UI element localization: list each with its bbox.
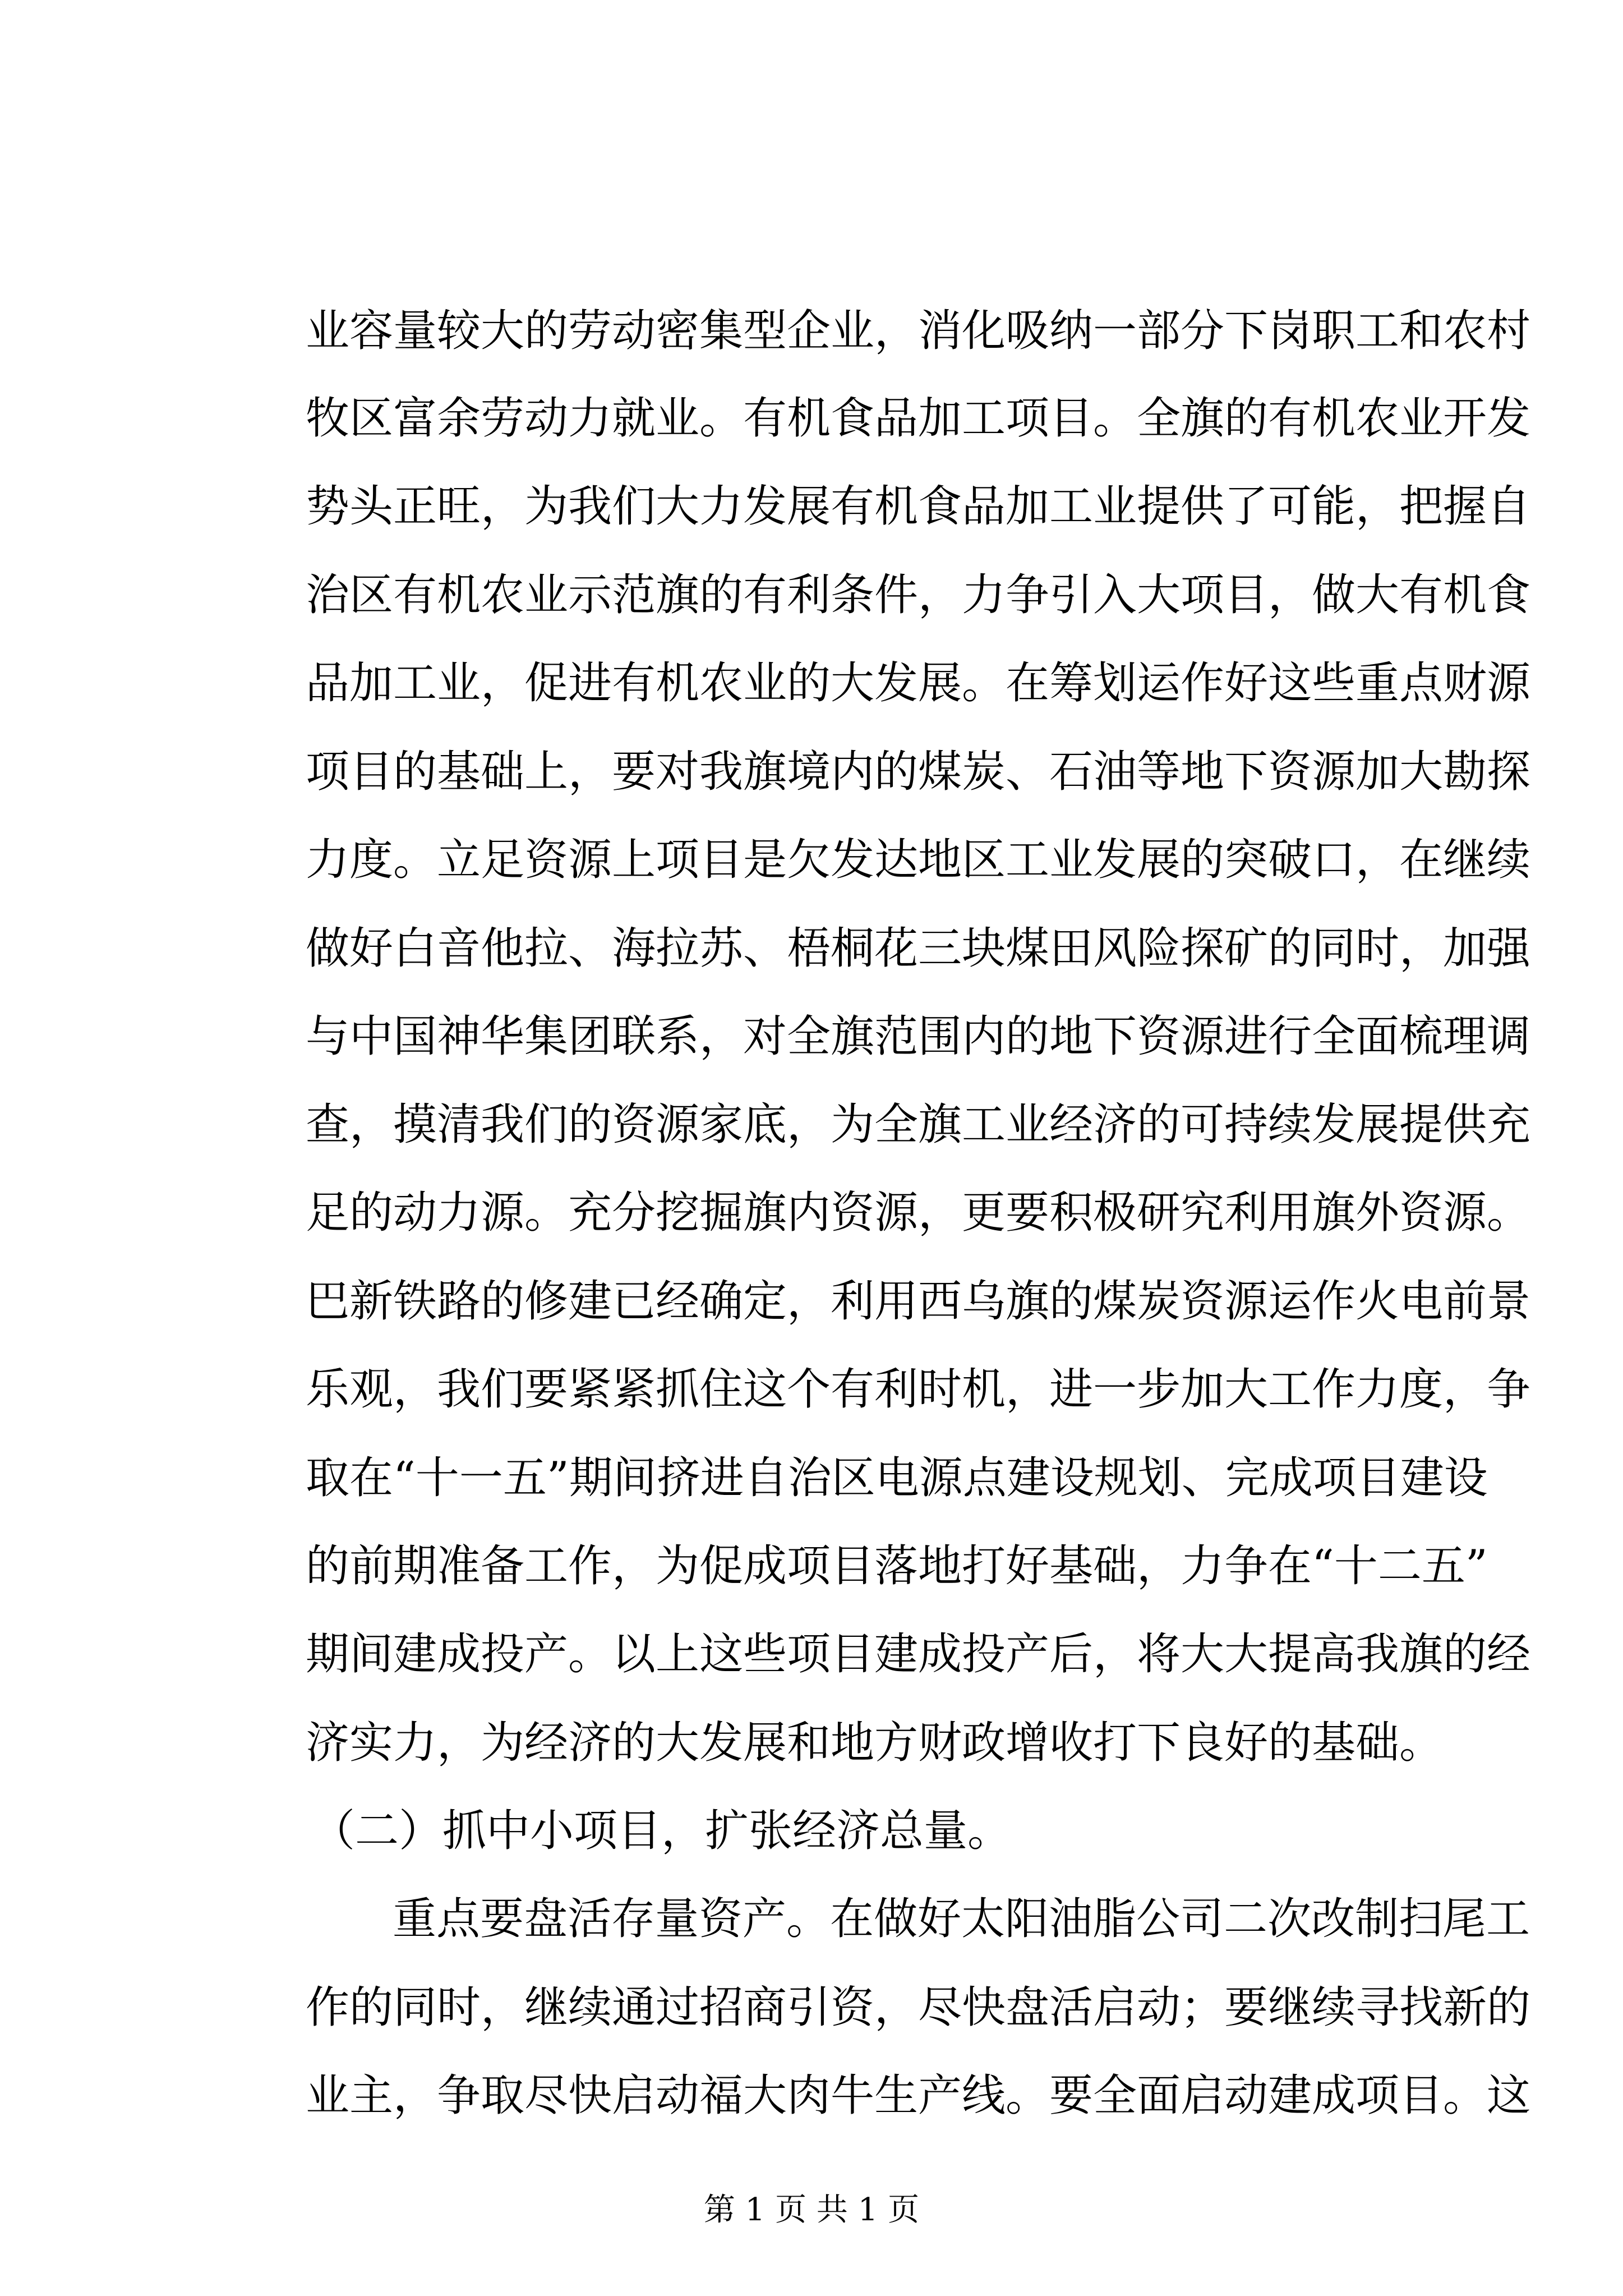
paragraph-line-21: 业主，争取尽快启动福大肉牛生产线。要全面启动建成项目。这: [306, 2070, 1531, 2121]
paragraph-line-14: 取在“十一五”期间挤进自治区电源点建设规划、完成项目建设: [306, 1453, 1488, 1503]
paragraph-line-13: 乐观，我们要紧紧抓住这个有利时机，进一步加大工作力度，争: [306, 1364, 1531, 1415]
paragraph-line-6: 项目的基础上，要对我旗境内的煤炭、石油等地下资源加大勘探: [306, 747, 1531, 797]
paragraph-line-19: 重点要盘活存量资产。在做好太阳油脂公司二次改制扫尾工: [393, 1894, 1530, 1944]
paragraph-line-4: 治区有机农业示范旗的有利条件，力争引入大项目，做大有机食: [306, 570, 1531, 620]
paragraph-line-15: 的前期准备工作，为促成项目落地打好基础，力争在“十二五”: [306, 1541, 1488, 1591]
paragraph-line-20: 作的同时，继续通过招商引资，尽快盘活启动；要继续寻找新的: [306, 1982, 1531, 2033]
paragraph-line-2: 牧区富余劳动力就业。有机食品加工项目。全旗的有机农业开发: [306, 393, 1531, 444]
paragraph-line-12: 巴新铁路的修建已经确定，利用西乌旗的煤炭资源运作火电前景: [306, 1276, 1531, 1327]
paragraph-line-5: 品加工业，促进有机农业的大发展。在筹划运作好这些重点财源: [306, 658, 1531, 708]
paragraph-line-16: 期间建成投产。以上这些项目建成投产后，将大大提高我旗的经: [306, 1629, 1531, 1680]
section-heading: （二）抓中小项目，扩张经济总量。: [311, 1806, 1012, 1856]
paragraph-line-8: 做好白音他拉、海拉苏、梧桐花三块煤田风险探矿的同时，加强: [306, 923, 1531, 974]
paragraph-line-1: 业容量较大的劳动密集型企业，消化吸纳一部分下岗职工和农村: [306, 306, 1531, 356]
paragraph-line-11: 足的动力源。充分挖掘旗内资源，更要积极研究利用旗外资源。: [306, 1188, 1531, 1238]
paragraph-line-3: 势头正旺，为我们大力发展有机食品加工业提供了可能，把握自: [306, 481, 1531, 532]
paragraph-line-10: 查，摸清我们的资源家底，为全旗工业经济的可持续发展提供充: [306, 1099, 1531, 1150]
page-footer: 第 1 页 共 1 页: [703, 2192, 920, 2228]
paragraph-line-7: 力度。立足资源上项目是欠发达地区工业发展的突破口，在继续: [306, 835, 1531, 885]
paragraph-line-17: 济实力，为经济的大发展和地方财政增收打下良好的基础。: [306, 1718, 1444, 1768]
paragraph-line-9: 与中国神华集团联系，对全旗范围内的地下资源进行全面梳理调: [306, 1011, 1531, 1062]
